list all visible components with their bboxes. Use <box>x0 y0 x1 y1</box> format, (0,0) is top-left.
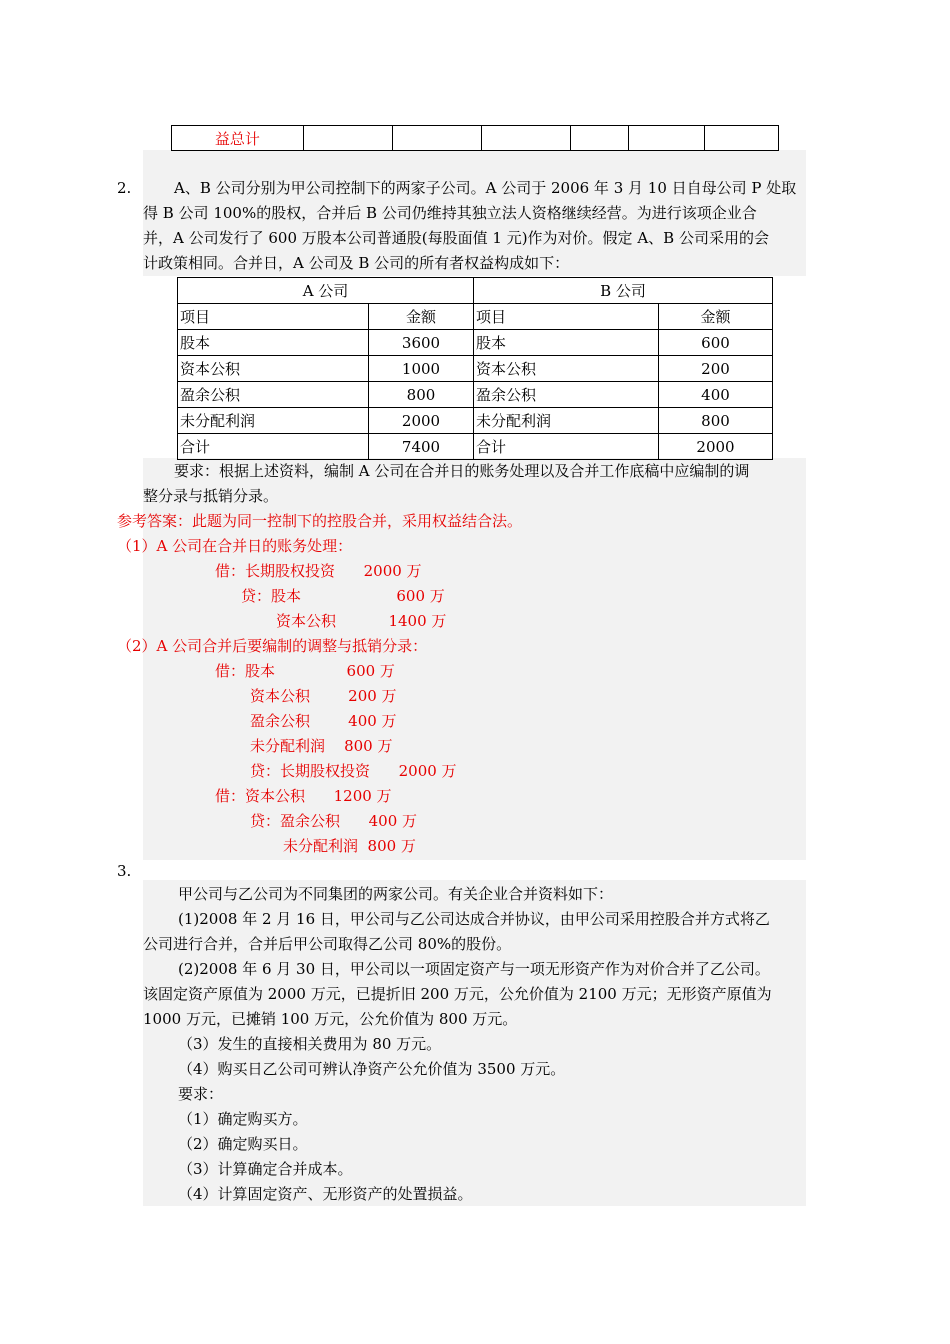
answer-part2-title: （2）A 公司合并后要编制的调整与抵销分录： <box>117 637 428 655</box>
answer-intro: 参考答案：此题为同一控制下的控股合并，采用权益结合法。 <box>117 512 523 530</box>
equity-subheader: 金额 <box>659 304 773 330</box>
journal-line: 贷：长期股权投资 2000 万 <box>250 762 457 780</box>
equity-header-b: B 公司 <box>474 278 773 304</box>
equity-cell: 未分配利润 <box>178 408 369 434</box>
answer-part1-title: （1）A 公司在合并日的账务处理： <box>117 537 353 555</box>
equity-table <box>177 277 773 460</box>
equity-cell: 2000 <box>659 434 773 460</box>
q2-line: 得 B 公司 100%的股权，合并后 B 公司仍维持其独立法人资格继续经营。为进行该项企业合 <box>143 204 757 222</box>
equity-cell: 股本 <box>474 330 659 356</box>
equity-cell: 3600 <box>369 330 474 356</box>
equity-cell: 2000 <box>369 408 474 434</box>
journal-line: 盈余公积 400 万 <box>250 712 397 730</box>
q3-line: (1)2008 年 2 月 16 日，甲公司与乙公司达成合并协议，由甲公司采用控股合并方式将乙 <box>178 910 770 928</box>
equity-cell: 资本公积 <box>474 356 659 382</box>
q3-line: 甲公司与乙公司为不同集团的两家公司。有关企业合并资料如下： <box>178 885 614 903</box>
equity-cell: 800 <box>659 408 773 434</box>
journal-line: 借：股本 600 万 <box>215 662 395 680</box>
q2-number: 2. <box>117 179 132 197</box>
top-table-cell <box>571 126 629 151</box>
equity-cell: 800 <box>369 382 474 408</box>
table-row <box>178 408 773 434</box>
q2-line: A、B 公司分别为甲公司控制下的两家子公司。A 公司于 2006 年 3 月 10 日自母公司 P 处取 <box>174 179 797 197</box>
equity-cell: 合计 <box>178 434 369 460</box>
top-table-cell <box>303 126 392 151</box>
equity-cell: 未分配利润 <box>474 408 659 434</box>
table-row <box>178 356 773 382</box>
table-row <box>178 382 773 408</box>
q2-line: 计政策相同。合并日，A 公司及 B 公司的所有者权益构成如下： <box>143 254 570 272</box>
q3-line: （1）确定购买方。 <box>178 1110 308 1128</box>
equity-header-a: A 公司 <box>178 278 474 304</box>
q3-line: 公司进行合并，合并后甲公司取得乙公司 80%的股份。 <box>143 935 512 953</box>
equity-cell: 盈余公积 <box>178 382 369 408</box>
top-table-cell <box>704 126 778 151</box>
equity-cell: 合计 <box>474 434 659 460</box>
q3-number: 3. <box>117 862 132 880</box>
journal-line: 贷：盈余公积 400 万 <box>250 812 418 830</box>
q3-line: （3）计算确定合并成本。 <box>178 1160 353 1178</box>
journal-line: 资本公积 200 万 <box>250 687 397 705</box>
equity-cell: 200 <box>659 356 773 382</box>
equity-subheader: 金额 <box>369 304 474 330</box>
equity-cell: 600 <box>659 330 773 356</box>
journal-line: 借：长期股权投资 2000 万 <box>215 562 422 580</box>
equity-cell: 1000 <box>369 356 474 382</box>
equity-cell: 资本公积 <box>178 356 369 382</box>
journal-line: 资本公积 1400 万 <box>276 612 447 630</box>
shade-band <box>143 150 806 178</box>
q3-line: （2）确定购买日。 <box>178 1135 308 1153</box>
equity-subheader: 项目 <box>474 304 659 330</box>
top-table <box>171 125 779 151</box>
q3-line: 1000 万元，已摊销 100 万元，公允价值为 800 万元。 <box>143 1010 518 1028</box>
journal-line: 贷：股本 600 万 <box>241 587 445 605</box>
q2-line: 并，A 公司发行了 600 万股本公司普通股(每股面值 1 元)作为对价。假定 A、B 公司采用的会 <box>143 229 769 247</box>
top-table-cell <box>629 126 704 151</box>
table-row <box>178 330 773 356</box>
q3-line: （4）购买日乙公司可辨认净资产公允价值为 3500 万元。 <box>178 1060 566 1078</box>
q3-line: （4）计算固定资产、无形资产的处置损益。 <box>178 1185 473 1203</box>
top-table-cell <box>392 126 481 151</box>
equity-subheader: 项目 <box>178 304 369 330</box>
q3-line: 要求： <box>178 1085 224 1103</box>
journal-line: 借：资本公积 1200 万 <box>215 787 392 805</box>
top-table-first-cell: 益总计 <box>172 126 304 151</box>
equity-cell: 400 <box>659 382 773 408</box>
table-row <box>178 434 773 460</box>
q2-requirement: 要求：根据上述资料，编制 A 公司在合并日的账务处理以及合并工作底稿中应编制的调 <box>174 462 750 480</box>
q3-line: 该固定资产原值为 2000 万元，已提折旧 200 万元，公允价值为 2100 万元；无形资产原值为 <box>143 985 772 1003</box>
top-table-cell <box>481 126 570 151</box>
q3-line: （3）发生的直接相关费用为 80 万元。 <box>178 1035 442 1053</box>
equity-cell: 7400 <box>369 434 474 460</box>
journal-line: 未分配利润 800 万 <box>250 737 393 755</box>
equity-cell: 股本 <box>178 330 369 356</box>
equity-cell: 盈余公积 <box>474 382 659 408</box>
q3-line: (2)2008 年 6 月 30 日，甲公司以一项固定资产与一项无形资产作为对价合并了乙公司。 <box>178 960 770 978</box>
q2-requirement: 整分录与抵销分录。 <box>143 487 279 505</box>
journal-line: 未分配利润 800 万 <box>283 837 416 855</box>
